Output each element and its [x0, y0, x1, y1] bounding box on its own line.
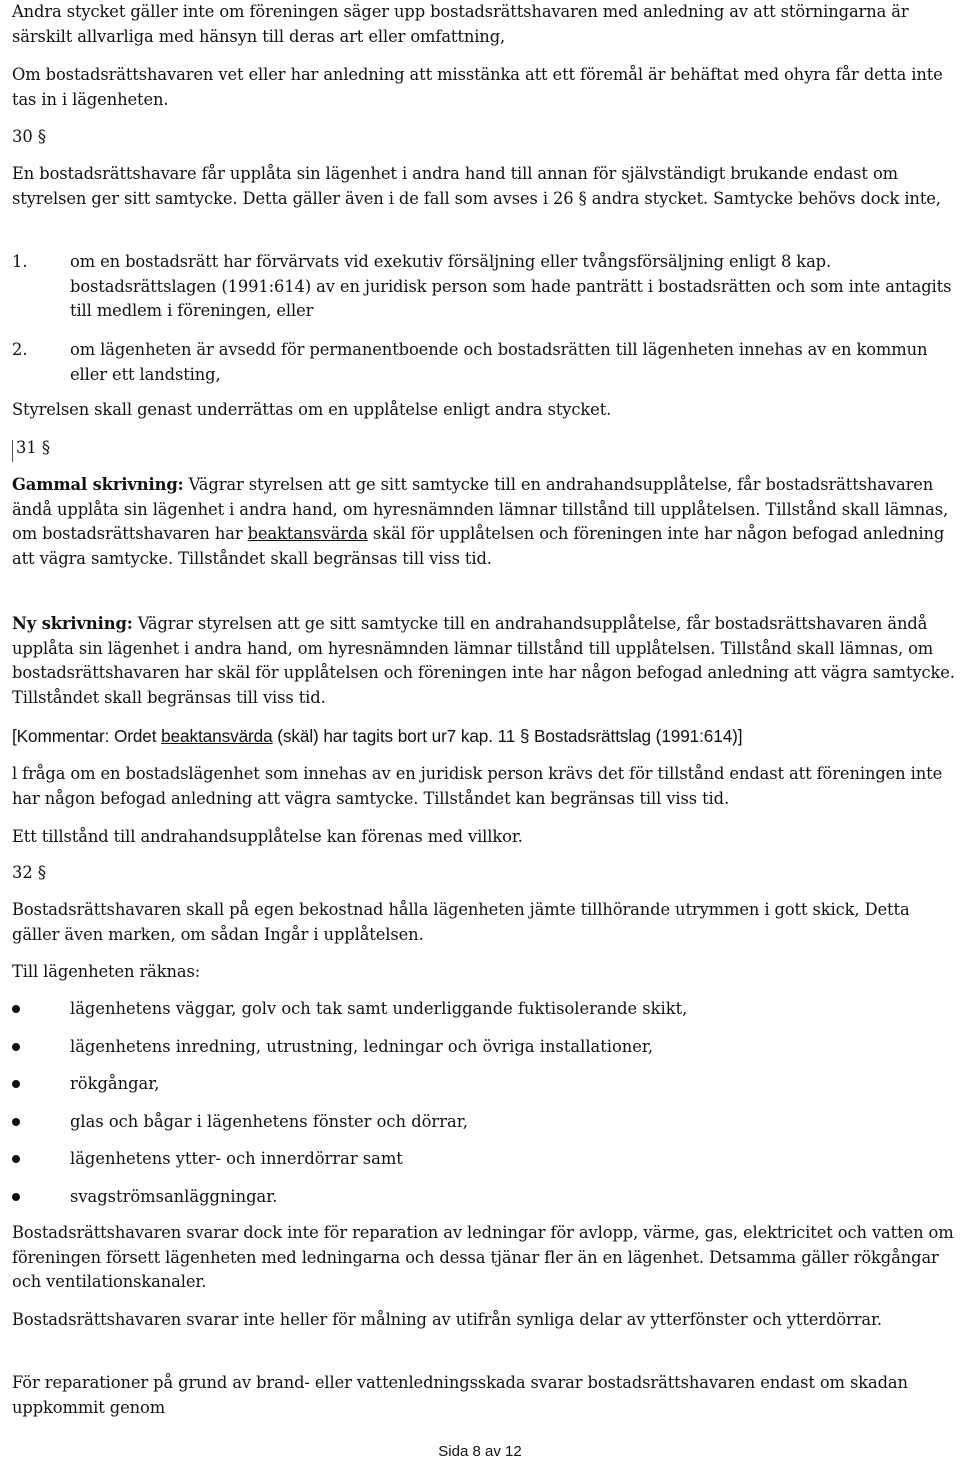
page-number: Sida 8 av 12 — [438, 1443, 522, 1460]
paragraph-gammal-skrivning: Gammal skrivning: Vägrar styrelsen att ge sitt samtycke till en andrahandsupplåtelse, får bostadsrättshavaren ändå upplåta sin lägenhet i andra hand, om hyresnämnden lämnar tillstånd till upplåtelsen. Tillstånd skall lämnas, om bostadsrättshavaren har beaktansvärda skäl för upplåtelsen och föreningen inte har någon befogad anledning att vägra samtycke. Tillståndet skall begränsas till viss tid. — [12, 475, 949, 568]
margin-bar — [12, 440, 13, 462]
paragraph-svarar-inte-heller: Bostadsrättshavaren svarar inte heller för målning av utifrån synliga delar av ytterfönster och ytterdörrar. — [12, 1310, 882, 1329]
paragraph-30: En bostadsrättshavare får upplåta sin lägenhet i andra hand till annan för självständigt brukande endast om styrelsen ger sitt samtycke. Detta gäller även i de fall som avses i 26 § andra stycket. Samtycke behövs dock inte, — [12, 164, 941, 208]
bullet-item: lägenhetens väggar, golv och tak samt underliggande fuktisolerande skikt, — [70, 999, 688, 1018]
bullet-item: svagströmsanläggningar. — [70, 1187, 278, 1206]
paragraph-kommentar: [Kommentar: Ordet beaktansvärda (skäl) har tagits bort ur7 kap. 11 § Bostadsrättslag (1991:614)] — [12, 726, 743, 746]
paragraph-ohyra: Om bostadsrättshavaren vet eller har anledning att misstänka att ett föremål är behäftat med ohyra får detta inte tas in i lägenheten. — [12, 65, 943, 109]
underlined-word-kommentar: beaktansvärda — [161, 726, 273, 746]
bullet-dot — [12, 1005, 20, 1013]
list-item-1: om en bostadsrätt har förvärvats vid exekutiv försäljning eller tvångsförsäljning enligt 8 kap. bostadsrättslagen (1991:614) av en juridisk person som hade panträtt i bostadsrätten och som inte antagits till medlem i föreningen, eller — [70, 252, 952, 320]
paragraph-fraga: l fråga om en bostadslägenhet som innehas av en juridisk person krävs det för tillstånd endast att föreningen inte har någon befogad anledning att vägra samtycke. Tillståndet kan begränsas till viss tid. — [12, 764, 943, 808]
bullet-item: rökgångar, — [70, 1074, 160, 1093]
paragraph-svarar-dock-inte: Bostadsrättshavaren svarar dock inte för reparation av ledningar för avlopp, värme, gas, elektricitet och vatten om föreningen försett lägenheten med ledningarna och dessa tjänar fler än en lägenhet. Detsamma gäller rökgångar och ventilationskanaler. — [12, 1223, 954, 1291]
bullet-item: lägenhetens inredning, utrustning, ledningar och övriga installationer, — [70, 1037, 654, 1056]
paragraph-till-lagenheten: Till lägenheten räknas: — [12, 962, 201, 981]
paragraph-ny-skrivning: Ny skrivning: Vägrar styrelsen att ge sitt samtycke till en andrahandsupplåtelse, får bostadsrättshavaren ändå upplåta sin lägenhet i andra hand, om hyresnämnden lämnar tillstånd till upplåtelsen. Tillstånd skall lämnas, om bostadsrättshavaren har skäl för upplåtelsen och föreningen inte har någon befogad anledning att vägra samtycke. Tillståndet skall begränsas till viss tid. — [12, 614, 955, 707]
section-heading-32: 32 § — [12, 863, 47, 882]
paragraph-villkor: Ett tillstånd till andrahandsupplåtelse kan förenas med villkor. — [12, 827, 523, 846]
paragraph-styrelsen: Styrelsen skall genast underrättas om en upplåtelse enligt andra stycket. — [12, 400, 612, 419]
section-heading-31: 31 § — [16, 438, 51, 457]
list-number-1: 1. — [12, 252, 28, 271]
bullet-item: glas och bågar i lägenhetens fönster och dörrar, — [70, 1112, 468, 1131]
bullet-dot — [12, 1080, 20, 1088]
bullet-item: lägenhetens ytter- och innerdörrar samt — [70, 1149, 403, 1168]
bullet-dot — [12, 1043, 20, 1051]
paragraph-andra-stycket: Andra stycket gäller inte om föreningen säger upp bostadsrättshavaren med anledning av att störningarna är särskilt allvarliga med hänsyn till deras art eller omfattning, — [12, 2, 909, 46]
label-ny-skrivning: Ny skrivning: — [12, 614, 133, 633]
label-gammal-skrivning: Gammal skrivning: — [12, 475, 184, 494]
paragraph-reparationer: För reparationer på grund av brand- eller vattenledningsskada svarar bostadsrättshavaren endast om skadan uppkommit genom — [12, 1373, 908, 1417]
bullet-dot — [12, 1193, 20, 1201]
section-heading-30: 30 § — [12, 127, 47, 146]
paragraph-32: Bostadsrättshavaren skall på egen bekostnad hålla lägenheten jämte tillhörande utrymmen i gott skick, Detta gäller även marken, om sådan Ingår i upplåtelsen. — [12, 900, 910, 944]
list-item-2: om lägenheten är avsedd för permanentboende och bostadsrätten till lägenheten innehas av en kommun eller ett landsting, — [70, 340, 928, 384]
bullet-dot — [12, 1155, 20, 1163]
underlined-word: beaktansvärda — [247, 524, 368, 543]
list-number-2: 2. — [12, 340, 28, 359]
bullet-dot — [12, 1118, 20, 1126]
